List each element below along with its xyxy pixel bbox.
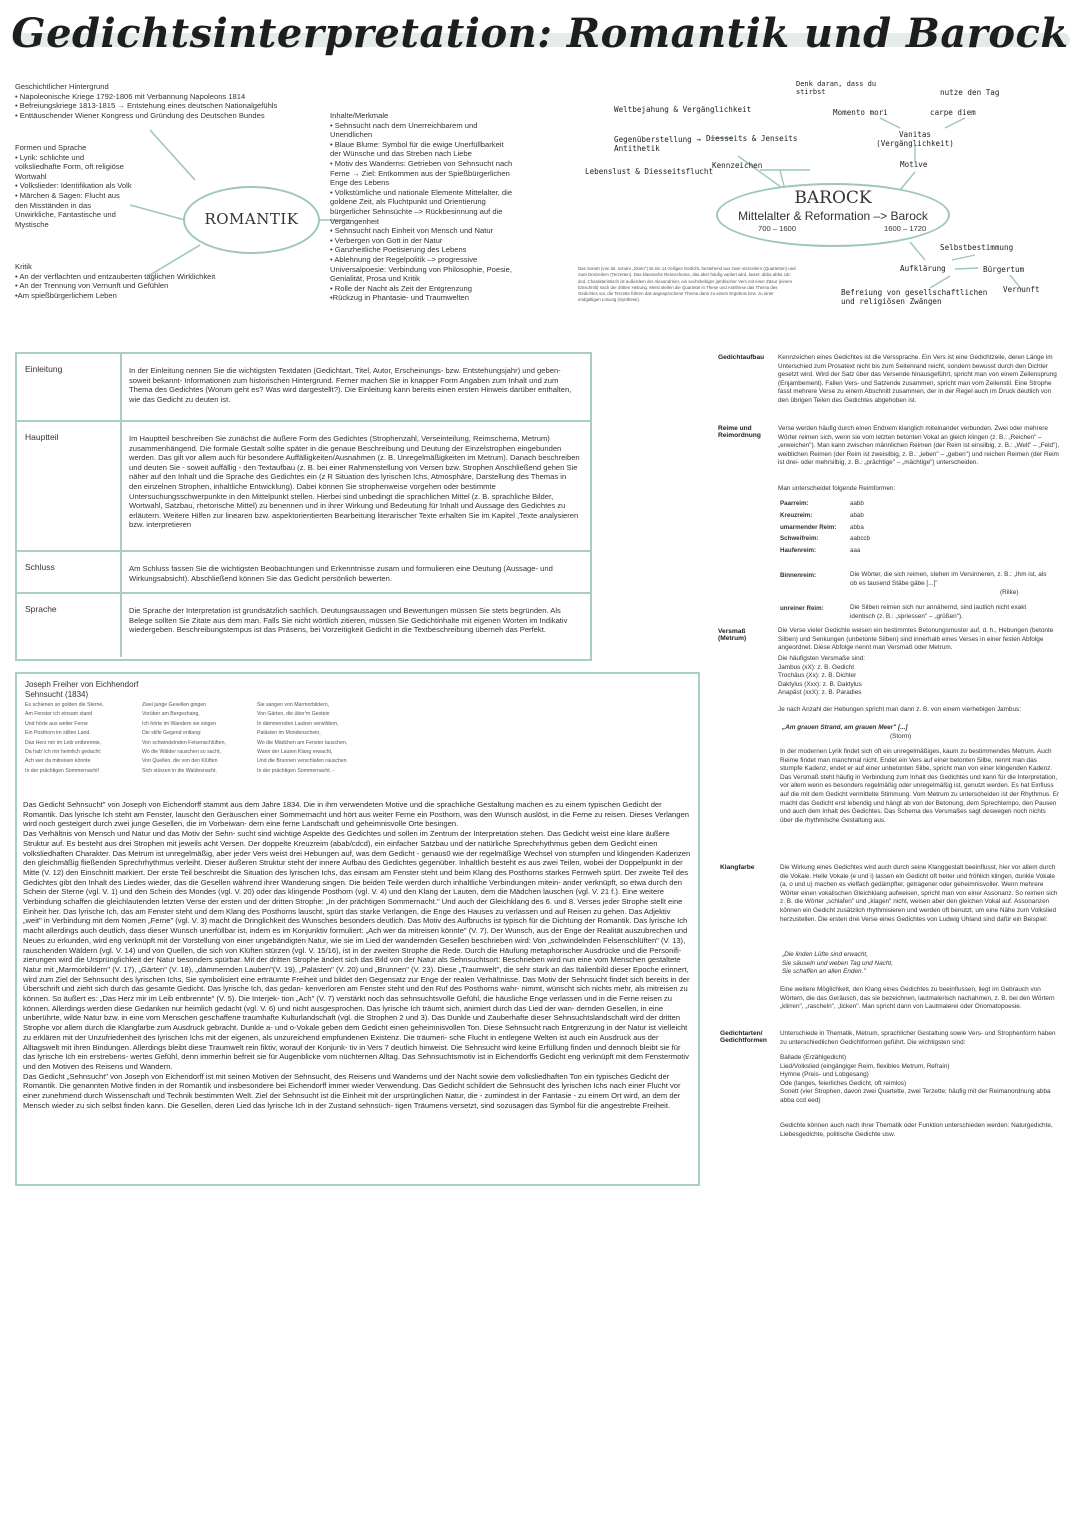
ref-text-klangfarbe: Die Wirkung eines Gedichtes wird auch durch seine Klanggestalt beeinflusst, hier vor allem durch die Vokale. Helle Vokale (e und i) lassen ein Gedicht oft heiter und fröhlich klingen, dunkle Vokale (a, o und u) machen es vielfach gedämpfter, getragener oder geheimnisvoller. Wenn mehrere Wörter einen vokalischen Gleichklang aufweisen, spricht man von einer Assonanz. So reimen sich z. B. die Wörter „schlafen" und „klagen" nicht, weisen aber den gleichen Vokal auf. Assonanzen können ein Gedicht zusätzlich rhythmisieren und werden oft benutzt, um eine Nähe zum Volkslied herzustellen. Die ersten drei Verse eines Gedichtes von Ludwig Uhland sind dafür ein Beispiel: [780, 864, 1058, 923]
row-label: Hauptteil [25, 432, 59, 442]
row-text: Im Hauptteil beschreiben Sie zunächst die äußere Form des Gedichtes (Strophenzahl, Verseinteilung, Reimschema, Metrum) zusammenhängend. Die formale Gestalt sollte später in die genaue Beschreibung und Deutung der Einzelstrophen eingebunden werden. Das gilt vor allem auch für besondere Auffälligkeiten/Ausnahmen (z. B. Unregelmäßigkeiten im Metrum). Danach beschreiben und deuten Sie - soweit auffällig - den Textaufbau (z. B. bei einer Rahmenstellung von Versen bzw. Strophen Anschließend gehen Sie näher auf den Inhalt und die Sprache des Gedichtes ein (z R Situation des lyrischen Ichs, Atmosphäre, Darstellung des Themas in den einzelnen Strophen, inhaltliche Entwicklung). Dabei können Sie strophenweise vorgehen oder bestimmte Untersuchungsschwerpunkte in den Mittelpunkt stellen. Hierbei sind unbedingt die sprachlichen Mittel (z. B. sprachliche Bilder, Wortwahl, Satzbau, rhetorische Mittel) zu benennen und in ihrer Wirkung und Bedeutung für Inhalt und Aussage des Gedichtes zu erläutern. Weitere Hilfen zur linearen bzw. aspektorientierten Bearbeitung literarischer Texte erhalten Sie im Kapitel ,Texte analysieren bzw. interpretieren [129, 434, 580, 530]
text-line: • Märchen & Sagen: Flucht aus [15, 190, 120, 200]
barock-year-right: 1600 – 1720 [884, 224, 927, 233]
reimform-value: abba [850, 523, 864, 531]
barock-year-left: 700 – 1600 [758, 224, 797, 233]
text-line: • An der Trennung von Vernunft und Gefühlen [15, 281, 169, 291]
label-befreiung: Befreiung von gesellschaftlichen und religiösen Zwängen [841, 288, 988, 306]
label-kennzeichen: Kennzeichen [712, 161, 763, 170]
column-divider [120, 422, 122, 552]
aufbau-row-einleitung [17, 354, 590, 420]
ref-gedichtformen-end: Gedichte können auch nach ihrer Thematik oder Funktion unterschieden werden: Naturgedichte, Liebesgedichte, politische Gedichte usw. [780, 1122, 1053, 1138]
label-nutze-den-tag: nutze den Tag [940, 88, 1000, 97]
ref-gedichtformen-list: Ballade (Erzählgedicht) Lied/Volkslied (eingängiger Reim, flexibles Metrum, Refrain) Hymne (Preis- und Lobgesang) Ode (langes, feierliches Gedicht, oft reimlos) Sonett (vier Strophen, davon zwei Quartette, zwei Terzette; häufig mit der Reimanordnung abba abba ccd eed) [780, 1054, 1051, 1104]
reimform-name: Schweifreim: [780, 535, 819, 543]
text-line: • Rolle der Nacht als Zeit der Entgrenzung [330, 283, 472, 293]
ref-text-versmass: Die Verse vieler Gedichte weisen ein bestimmtes Betonungsmuster auf, d. h., Hebungen (betonte Silben) und Senkungen (unbetonte Silben) sind innerhalb eines Verses in einer festen Abfolge angeordnet. Diese Abfolge nennt man Versmaß oder Metrum. [778, 627, 1054, 652]
ref-text-gedichtformen: Unterschiede in Thematik, Metrum, sprachlicher Gestaltung sowie Vers- und Strophenform haben zu unterschiedlichen Gedichtformen geführt. Die wichtigsten sind: [780, 1030, 1056, 1046]
column-divider [120, 552, 122, 594]
reimform-row [780, 545, 870, 557]
text-line: Inhalte/Merkmale [330, 111, 389, 120]
text-line: • Befreiungskriege 1813-1815 → Entstehung eines deutschen Nationalgefühls [15, 101, 278, 111]
reimform-value: aabccb [850, 535, 870, 543]
reimform-value: aaa [850, 547, 861, 555]
sonett-info: Das Sonett (von lat. sonare „tönen“) ist ein 14-zeiliges Gedicht, bestehend aus zwei Vierzeilern (Quartetten) und zwei Dreizeilern (Terzetten). Das klassische Reimschema, das aber häufig variiert wird, lautet: abba abba cdc dcd. Charakteristisch ist außerdem der Alexandriner, ein sechshebiger jambischer Vers mit einer Zäsur (einem Einschnitt) nach der dritten Hebung. Meist stellen die Quartette in These und Antithese das Thema des Gedichtes vor, die Terzette führen das angesprochene Thema dann zu einem Ergebnis bzw. zu einer endgültigen Lösung (Synthese). [578, 266, 796, 303]
poem-stanza-3: Sie sangen von Marmorbildern, Von Gärten, die über'm Gestein In dämmernden Lauben verwildern, Palästen im Mondenschein, Wo die Mädchen am Fenster lauschen, Wann der Lauten Klang erwacht, Und die Brunnen verschlafen rauschen In der prächtigen Sommernacht. - [257, 702, 348, 774]
romantik-formen [15, 143, 165, 229]
aufbau-table [15, 352, 592, 661]
ref-metrum-text: In der modernen Lyrik findet sich oft ein unregelmäßiges, kaum zu bestimmendes Metrum. Auch Reime findet man manchmal nicht. Endet ein Vers auf einer betonten Silbe, nennt man das stumpfe Kadenz, endet er auf einer unbetonten Silbe, spricht man von einer klingenden Kadenz. Das Versmaß steht häufig in Verbindung zum Inhalt des Gedichtes und kann für die Interpretation, vor allem wenn es besonders regelmäßig oder unregelmäßig ist, genutzt werden. Es hat Einfluss auf die mit dem Gedicht vermittelte Stimmung. Vom Metrum zu unterscheiden ist der Rhythmus. Er macht das Gedicht erst lebendig und hängt ab von der Betonung, dem Sprechtempo, den Pausen und auch dem Inhalt des Gedichtes. Das Schema des Versmaßes sagt deswegen noch nichts über die rhythmische Gestaltung aus. [780, 748, 1060, 824]
text-line: • Enttäuschender Wiener Kongress und Gründung des Deutschen Bundes [15, 110, 265, 120]
row-label: Schluss [25, 562, 55, 572]
unreiner-reim-name: unreiner Reim: [780, 605, 824, 612]
reimform-row [780, 498, 870, 510]
reimform-name: umarmender Reim: [780, 523, 837, 531]
romantik-hintergrund [15, 82, 335, 120]
label-carpe-diem: carpe diem [930, 108, 976, 117]
text-line: • Sehnsucht nach dem Unerreichbarem und [330, 120, 478, 130]
aufbau-row-sprache [17, 592, 590, 657]
romantik-center-label: ROMANTIK [204, 210, 299, 228]
text-line: • Blaue Blume: Symbol für die ewige Unerfüllbarkeit [330, 139, 504, 149]
aufbau-row-hauptteil [17, 420, 590, 552]
text-line: •Am spießbürgerlichem Leben [15, 290, 117, 300]
text-line: • Napoleonische Kriege 1792-1806 mit Verbannung Napoleons 1814 [15, 91, 246, 101]
page-title: Gedichtsinterpretation: Romantik und Barock [11, 10, 1069, 57]
barock-subtitle: Mittelalter & Reformation –> Barock [738, 209, 928, 223]
label-motive: Motive [900, 160, 928, 169]
poem-stanza-1: Es schienen so golden die Sterne, Am Fenster ich einsam stand Und hörte aus weiter Ferne Ein Posthorn im stillen Land. Das Herz mir im Leib entbrennte, Da hab' ich mir heimlich gedacht: Ach wer da mitreisen könnte In der prächtigen Sommernacht! [25, 702, 104, 774]
reimform-value: abab [850, 511, 864, 519]
storm-quote: „Am grauen Strand, am grauen Meer" [...] [782, 724, 908, 731]
binnenreim-text: Die Wörter, die sich reimen, stehen im Versinneren, z. B.: „Ihm ist, als ob es tausend Stäbe gäbe [...]" [850, 571, 1047, 587]
text-line: Kritik [15, 262, 32, 271]
ref-label-versmass: Versmaß (Metrum) [718, 628, 747, 642]
text-line: •Rückzug in Phantasie- und Traumwelten [330, 293, 469, 303]
binnenreim-source: (Rilke) [1000, 589, 1019, 596]
ref-text-gedichtaufbau: Kennzeichen eines Gedichtes ist die Verssprache. Ein Vers ist eine Gedichtzeile, deren Länge im Unterschied zum Prosatext nicht bis zum Seitenrand reicht, sondern bewusst durch den Dichter gesetzt wird. Wird der Satz über das Versende hinausgeführt, spricht man von einem Zeilensprung (Enjambement). Fallen Vers- und Satzende zusammen, spricht man vom Zeilenstil. Eine Strophe fasst mehrere Verse zu einem Abschnitt zusammen, der in der Regel auch im Druck deutlich von den übrigen Teilen des Gedichtes abgehoben ist. [778, 354, 1057, 404]
label-aufklaerung: Aufklärung [900, 264, 946, 273]
text-line: Ferne → Ziel: Entkommen aus der Spießbürgerlichen [330, 168, 510, 178]
reimform-row [780, 533, 870, 545]
reimform-name: Paarreim: [780, 500, 809, 507]
text-line: • An der verflachten und entzauberten täglichen Wirklichkeit [15, 271, 216, 281]
text-line: Mystische [15, 219, 49, 229]
text-line: Vergangenheit [330, 216, 379, 226]
row-text: Die Sprache der Interpretation ist grundsätzlich sachlich. Deutungsaussagen und Bewertungen müssen Sie stets begründen. Als Belege sollten Sie Zitate aus dem man. Falls Sie nicht wörtlich zitieren, müssen Sie Gedichtinhalte mit eigenen Worten im Indikativ wiedergeben. Beschreibungstempus ist das Präsens, bei Vorzeitigkeit Gedicht in die Textbeschreibung überneh das Perfekt. [129, 606, 568, 635]
ref-hebungen: Je nach Anzahl der Hebungen spricht man dann z. B. von einem vierhebigen Jambus: [778, 706, 1021, 713]
uhland-quote: „Die linden Lüfte sind erwacht, Sie säuseln und weben Tag und Nacht, Sie schaffen an allen Enden." [782, 951, 893, 976]
poem-panel [15, 672, 700, 1186]
ref-label-gedichtaufbau: Gedichtaufbau [718, 354, 765, 361]
unreiner-reim-text: Die Silben reimen sich nur annähernd, sind lautlich nicht exakt identisch (z. B.: „spriessen" – „grüßen"). [850, 604, 1027, 620]
text-line: • Sehnsucht nach Einheit von Mensch und Natur [330, 226, 494, 236]
text-line: bürgerlicher Sehnsüchte –> Rückbesinnung auf die [330, 206, 503, 216]
reimform-row [780, 510, 870, 522]
poem-author: Joseph Freiher von Eichhendorf [25, 680, 139, 689]
reimform-name: Haufenreim: [780, 547, 817, 555]
label-diesseits-jenseits: Diesseits & Jenseits [706, 134, 798, 143]
aufbau-row-schluss [17, 550, 590, 594]
text-line: volksliedhafte Form, oft religiöse [15, 162, 124, 172]
reimformen-list [780, 498, 870, 557]
column-divider [120, 354, 122, 420]
text-line: Genialität, Prosa und Kritik [330, 274, 420, 284]
text-line: Geschichtlicher Hintergrund [15, 82, 109, 91]
label-lebenslust: Lebenslust & Diesseitsflucht [585, 167, 714, 176]
label-momento-mori: Momento mori [833, 108, 888, 117]
label-selbstbestimmung: Selbstbestimmung [940, 243, 1014, 252]
label-gegenueberstellung: Gegenüberstellung → Antithetik [614, 135, 701, 153]
romantik-inhalte [330, 111, 545, 303]
text-line: goldene Zeit, als Fluchtpunkt und Orientierung [330, 197, 486, 207]
poem-title: Sehnsucht (1834) [25, 690, 89, 699]
text-line: Enge des Lebens [330, 178, 390, 188]
text-line: • Ganzheitliche Poetisierung des Lebens [330, 245, 467, 255]
romantik-kritik [15, 262, 275, 300]
poem-stanza-2: Zwei junge Gesellen gingen Vorüber am Bergeshang, Ich hörte im Wandern sie singen Die stille Gegend entlang: Von schwindelnden Felsenschlüften, Wo die Wälder rauschen so sacht, Von Quellen, die von den Klüften Sich stürzen in die Waldesnacht. [142, 702, 226, 774]
text-line: den Misständen in das [15, 200, 91, 210]
label-weltbejahung: Weltbejahung & Vergänglichkeit [614, 105, 752, 114]
reimform-row [780, 522, 870, 534]
ref-label-klangfarbe: Klangfarbe [720, 864, 755, 871]
text-line: • Verbergen von Gott in der Natur [330, 235, 443, 245]
ref-text-reime: Verse werden häufig durch einen Endreim klanglich miteinander verbunden. Zwei oder mehrere Wörter reimen sich, wenn sie vom letzten betonten Vokal an gleich klingen (z. B.: „Reichen" – „erweichen"). Man kann zwischen männlichen Reimen (der Reim ist einsilbig, z. B.: „Welt" – „Feld"), weiblichen Reimen (der Reim ist zweisilbig, z. B.: „leben" – „geben") und reichen Reimen (der Reim ist drei- oder mehrsilbig, z. B.: „prächtige" – „mächtige") unterscheiden. [778, 425, 1060, 467]
text-line: Wortwahl [15, 171, 47, 181]
row-label: Sprache [25, 604, 57, 614]
column-divider [120, 594, 122, 657]
ref-reim-intro: Man unterscheidet folgende Reimformen: [778, 485, 896, 492]
text-line: • Ablehnung der Regelpolitik –> progressive [330, 254, 478, 264]
storm-source: (Storm) [890, 733, 912, 740]
reimform-name: Kreuzreim: [780, 511, 813, 519]
label-buergertum: Bürgertum [983, 265, 1025, 274]
text-line: der Wünsche und das Streben nach Liebe [330, 149, 472, 159]
text-line: • Volkstümliche und nationale Elemente Mittelalter, die [330, 187, 513, 197]
binnenreim-name: Binnenreim: [780, 572, 817, 579]
text-line: • Volkslieder: Identifikation als Volk [15, 181, 132, 191]
label-vernunft: Vernunft [1003, 285, 1040, 294]
reimform-value: aabb [850, 500, 864, 507]
label-denk-daran: Denk daran, dass du stirbst [796, 80, 877, 96]
text-line: • Lyrik: schlichte und [15, 152, 85, 162]
text-line: Universalpoesie: Verbindung von Philosophie, Poesie, [330, 264, 512, 274]
text-line: Formen und Sprache [15, 143, 87, 152]
label-vanitas: Vanitas (Vergänglichkeit) [876, 130, 954, 148]
text-line: • Motiv des Wanderns: Getrieben von Sehnsucht nach [330, 158, 513, 168]
poem-interpretation: Das Gedicht Sehnsucht" von Joseph von Eichendorff stammt aus dem Jahre 1834. Die in ihm verwendeten Motive und die sprachliche Gestaltung machen es zu einem typischen Gedicht der Romantik. Das lyrische Ich steht am Fenster, lauscht den Geräuschen einer Sommernacht und hört aus weiter Ferne ein Posthorn, was den Wunsch auslöst, in die Ferne zu reisen. Dieses Verlangen wird noch gesteigert durch zwei junge Gesellen, die im Vorbeiwan- dern eine ferne Landschaft und geheimnisvolle Orte besingen. Das Verhältnis von Mensch und Natur und das Motiv der Sehn- sucht sind wichtige Aspekte des Gedichtes und sollen im Zentrum der Interpretation stehen. Das Gedicht weist eine klare äußere Struktur auf. Es besteht aus drei Strophen mit jeweils acht Versen. Der doppelte Kreuzreim (abab/cdcd), ein einfacher Satzbau und der natürliche Sprechrhythmus geben dem Gedicht einen volksliedhaften Charakter. Das Metrum ist unregelmäßig, aber jeder Vers weist drei Hebungen auf, was dem Gedicht - genaus0 wie der regelmäßige Wechsel von stumpfen und klingenden Kadenzen den gleichmäßig fließenden Sprechrhythmus verleiht. Dieser äußeren Struktur steht der innere Aufbau des Gedichtes gegenüber. Inhaltlich besteht es aus zwei Teilen, wobei der Doppelpunkt in der Mitte (V. 12) den Einschnitt markiert. Der erste Teil beschreibt die Situation des lyrischen Ichs, das einsam am Fenster steht und beim Klang des Posthorns starkes Fernweh spürt. Der zweite Teil des Gedichtes gibt den Inhalt des Liedes wieder, das die Gesellen während ihrer Wanderung singen. Die beiden Teile werden durch inhaltliche Verbindungen mitein- ander verknüpft, so etwa durch den Schein der Sterne (vgl. V. 1) und den Schein des Mondes (vgl. V. 20) oder das klingende Posthorn (vgl. V. 4) und den Klang der Lauten, dem die Mädchen lauschen (vgl. V. 21 f.). Eine weitere Verbindung schaffen die gleichlautenden letzten Verse der ersten und der dritten Strophe: „In der prächtigen Sommernacht." Und auch der Gleichklang des 6. und 8. Verses jeder Strophe stellt eine Einheit her. Das lyrische Ich, das am Fenster steht und dem Klang des Posthorns lauscht, spürt das starke Verlangen, die Enge des Hauses zu verlassen und auf Reisen zu gehen. Das Adjektiv „weit" in Verbindung mit dem Nomen „Ferne" (vgl. V. 3) macht die Dringlichkeit des Wunsches besonders deutlich. Das Motiv des Aufbruchs ist typisch für die Dichtung der Romantik. Das lyrische Ich macht allerdings auch deutlich, dass dieser Wunsch unerfüllbar ist, indem es im Konjunktiv formuliert: „Ach wer da mitreisen könnte" (V. 7). Der Wunsch, aus der Enge der Realität auszubrechen und Neues zu erkunden, wird eng verknüpft mit der Vorstellung von einer ungebändigten Natur, wie sie im Lied der wandernden Gesellen beschrieben wird: Von „schwindelnden Felsenschlüften" (V. 13), rauschenden Wäldern (vgl. V. 14) und von Quellen, die sich von Klüften stürzen (vgl. V. 15/16), ist in der zweiten Strophe die Rede. Durch die Häufung metaphorischer Ausdrücke und die Personifi- zierungen wird die Ursprünglichkeit der Natur besonders spürbar. Mit der dritten Strophe ändert sich das Bild von der Natur als Sehnsuchtsort: Beschrieben wird nun eine vom Menschen gestaltete Natur mit „Marmorbildern" (V. 17), „Gärten" (V. 18), „dämmernden Lauben"(V. 19), „Palästen" (V. 20) und „Brunnen" (V. 23). Diese „Traumwelt", die sehr stark an das Italienbild dieser Epoche erinnert, wird zum Ziel der Sehnsucht des lyrischen Ichs, Sie symbolisiert eine erträumte Freiheit und bildet den Gegensatz zur Enge der realen Verhältnisse. Das Motiv der Sehnsucht findet sich bereits in der Überschrift und zieht sich durch das gesamte Gedicht. Das lyrische Ich, das gedan- kenverloren am Fenster steht und den Ruf des Posthorns wahr- nimmt, wünscht sich nichts mehr, als mitreisen zu können. So äußert es: „Das Herz mir im Leib entbrennte" (V. 5). Die Interjek- tion „Ach" (V. 7) verstärkt noch das sehnsuchtsvolle Gefühl, die häusliche Enge verlassen und in die Ferne reisen zu können. Allerdings werden diese Gedanken nur heimlich gedacht (vgl. V. 6) und nicht ausgesprochen. Das lyrische Ich träumt sich, animiert durch das Lied der wan- dernden Gesellen, in eine unberührte, wilde Natur bzw. in eine vom Menschen geschaffene traumhafte Kulturlandschaft (vgl. die Strophen 2 und 3). Das Dunkle und Zauberhafte dieser Sehnsuchtslandschaft wird der dritten Strophe vor allem durch die Klangfarbe zum Ausdruck gebracht. Dunkle a- und o-Vokale geben dem Gedicht einen geheimnisvollen Ton. Diese Sehnsucht nach Entgrenzung in der Natur ist vielleicht zu erklären mit der Unzufriedenheit des lyrischen Ichs mit der eigenen, als unzureichend empfundenen Existenz. Die träumeri- sche Flucht in entlegene Welten ist auch ein Ausdruck aus der Alltagswelt mit ihren Bindungen. Allerdings bleibt diese Traumwelt rein fiktiv, worauf der Konjunk- tiv in Vers 7 deutlich hinweist. Die Sehnsucht wird keine Erfüllung finden und dennoch bleibt sie für das lyrische Ich ein erstrebens- wertes Gefühl, denn immerhin befreit sie für Augenblicke vom nüchternen Alltag. Das Sehnsuchtsmotiv ist in Eichendorffs Gedicht eng verknüpft mit dem Fenstermotiv und den Motiven des Reisens und Wandern. Das Gedicht „Sehnsucht" von Joseph von Eichendorff ist mit seinen Motiven der Sehnsucht, des Reisens und Wanderns und der Nacht sowie dem volksliedhaften Ton ein typisches Gedicht der Romantik. Die genannten Motive finden in der Romantik und insbesondere bei Eichendorff immer wieder Verwendung. Das Gedicht schildert die Sehnsucht des lyrischen Ichs nach einer Flucht vor einer zunehmend durch Wissenschaft und Technik bestimmten Welt. Ziel der Sehnsucht ist die Einheit mit der ursprünglichen Natur, die - zumindest in der Fantasie - zu einem Ort wird, an dem der Mensch wieder zu sich selbst finden kann. Die Gesellen, deren Lied das lyrische Ich in der Zustand sehnsüch- tigen Träumens versetzt, sind sozusagen das Symbol für die angestrebte Freiheit. [23, 800, 691, 1110]
text-line: Unendlichen [330, 130, 373, 140]
ref-text-klangfarbe-2: Eine weitere Möglichkeit, den Klang eines Gedichtes zu beeinflussen, liegt im Gebrauch von Wörtern, die das Geräusch, das sie bezeichnen, lautmalerisch nachahmen, z. B. bei den Wörtern „klirren", „rascheln", „ticken". Man spricht dann von Lautmalerei oder Onomatopoesie. [780, 986, 1055, 1011]
barock-center-label: BAROCK [794, 188, 872, 208]
row-text: Am Schluss fassen Sie die wichtigsten Beobachtungen und Erkenntnisse zusam und formulieren eine Deutung (Aussage- und Wirkungsabsicht). Abschließend können Sie das Gedicht persönlich bewerten. [129, 564, 553, 583]
ref-label-gedichtformen: Gedichtarten/ Gedichtformen [720, 1030, 767, 1044]
row-label: Einleitung [25, 364, 63, 374]
text-line: Unwirkliche, Fantastische und [15, 210, 116, 220]
row-text: In der Einleitung nennen Sie die wichtigsten Textdaten (Gedichtart, Titel, Autor, Erscheinungs- bzw. Entstehungsjahr) und geben- soweit bekannt- Informationen zum historischen Hintergrund. Ferner machen Sie in knapper Form Angaben zum Inhalt und zum Thema des Gedichtes (Worum geht es? Was wird dargestellt?). Die Einleitung kann bereits einen ersten Hinweis darüber enthalten, wie das Gedicht zu deuten ist. [129, 366, 572, 404]
ref-label-reime: Reime und Reimordnung [718, 425, 761, 439]
ref-versmass-list: Die häufigsten Versmaße sind: Jambus (xX): z. B. Gedicht Trochäus (Xx): z. B. Dichter Daktylus (Xxx): z. B. Daktylus Anapäst (xxX): z. B. Paradies [778, 655, 866, 697]
